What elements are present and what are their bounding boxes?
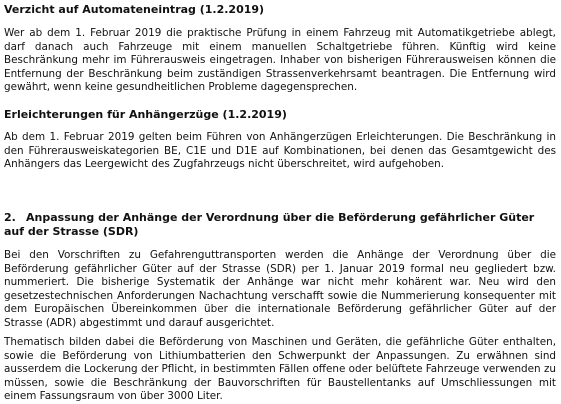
section-paragraph-sdr-2: Thematisch bilden dabei die Beförderung von Maschinen und Geräten, die gefährliche Güter enthalten, sowie die Beförderung von Lithiumbatterien den Schwerpunkt der Anpassungen. Zu erwähnen sind ausserdem die Lockerung der Pflicht, in bestimmten Fällen offene oder belüftete Fahrzeuge verwenden zu müssen, sowie die Beschränkung der Bauvorschriften für Baustellentanks auf Umschliessungen mit einem Fassungsraum von über 3000 Liter. [4,336,556,403]
section-text-automateneintrag: Wer ab dem 1. Februar 2019 die praktische Prüfung in einem Fahrzeug mit Automatikgetriebe ablegt, darf danach auch Fahrzeuge mit einem manuellen Schaltgetriebe führen. Künftig wird keine Beschränkung mehr im Führerausweis eingetragen. Inhaber von bisherigen Führerausweisen können die Entfernung der Beschränkung beim zuständigen Strassenverkehrsamt beantragen. Die Entfernung wird gewährt, wenn keine gesundheitlichen Probleme dagegensprechen. [4,27,556,94]
section-heading-anhaengerzuege: Erleichterungen für Anhängerzüge (1.2.2019) [4,108,287,121]
section-title: Anpassung der Anhänge der Verordnung über die Beförderung gefährlicher Güter auf der Strasse (SDR) [4,211,535,238]
section-paragraph-sdr-1: Bei den Vorschriften zu Gefahrenguttransporten werden die Anhänge der Verordnung über die Beförderung gefährlicher Güter auf der Strasse (SDR) per 1. Januar 2019 formal neu gegliedert bzw. nummeriert. Die bisherige Systematik der Anhänge war nicht mehr kohärent war. Neu wird den gesetzestechnischen Anforderungen Nachachtung verschafft sowie die Nummerierung konsequenter mit dem Europäischen Übereinkommen über die internationale Beförderung gefährlicher Güter auf der Strasse (ADR) abgestimmt und darauf ausgerichtet. [4,249,556,329]
section-heading-sdr [4,211,556,239]
section-text-anhaengerzuege: Ab dem 1. Februar 2019 gelten beim Führen von Anhängerzügen Erleichterungen. Die Beschränkung in den Führerausweiskategorien BE, C1E und D1E auf Kombinationen, bei denen das Gesamtgewicht des Anhängers das Leergewicht des Zugfahrzeugs nicht überschreitet, wird aufgehoben. [4,131,556,171]
section-heading-automateneintrag: Verzicht auf Automateneintrag (1.2.2019) [4,3,265,16]
section-number: 2. [4,211,16,224]
